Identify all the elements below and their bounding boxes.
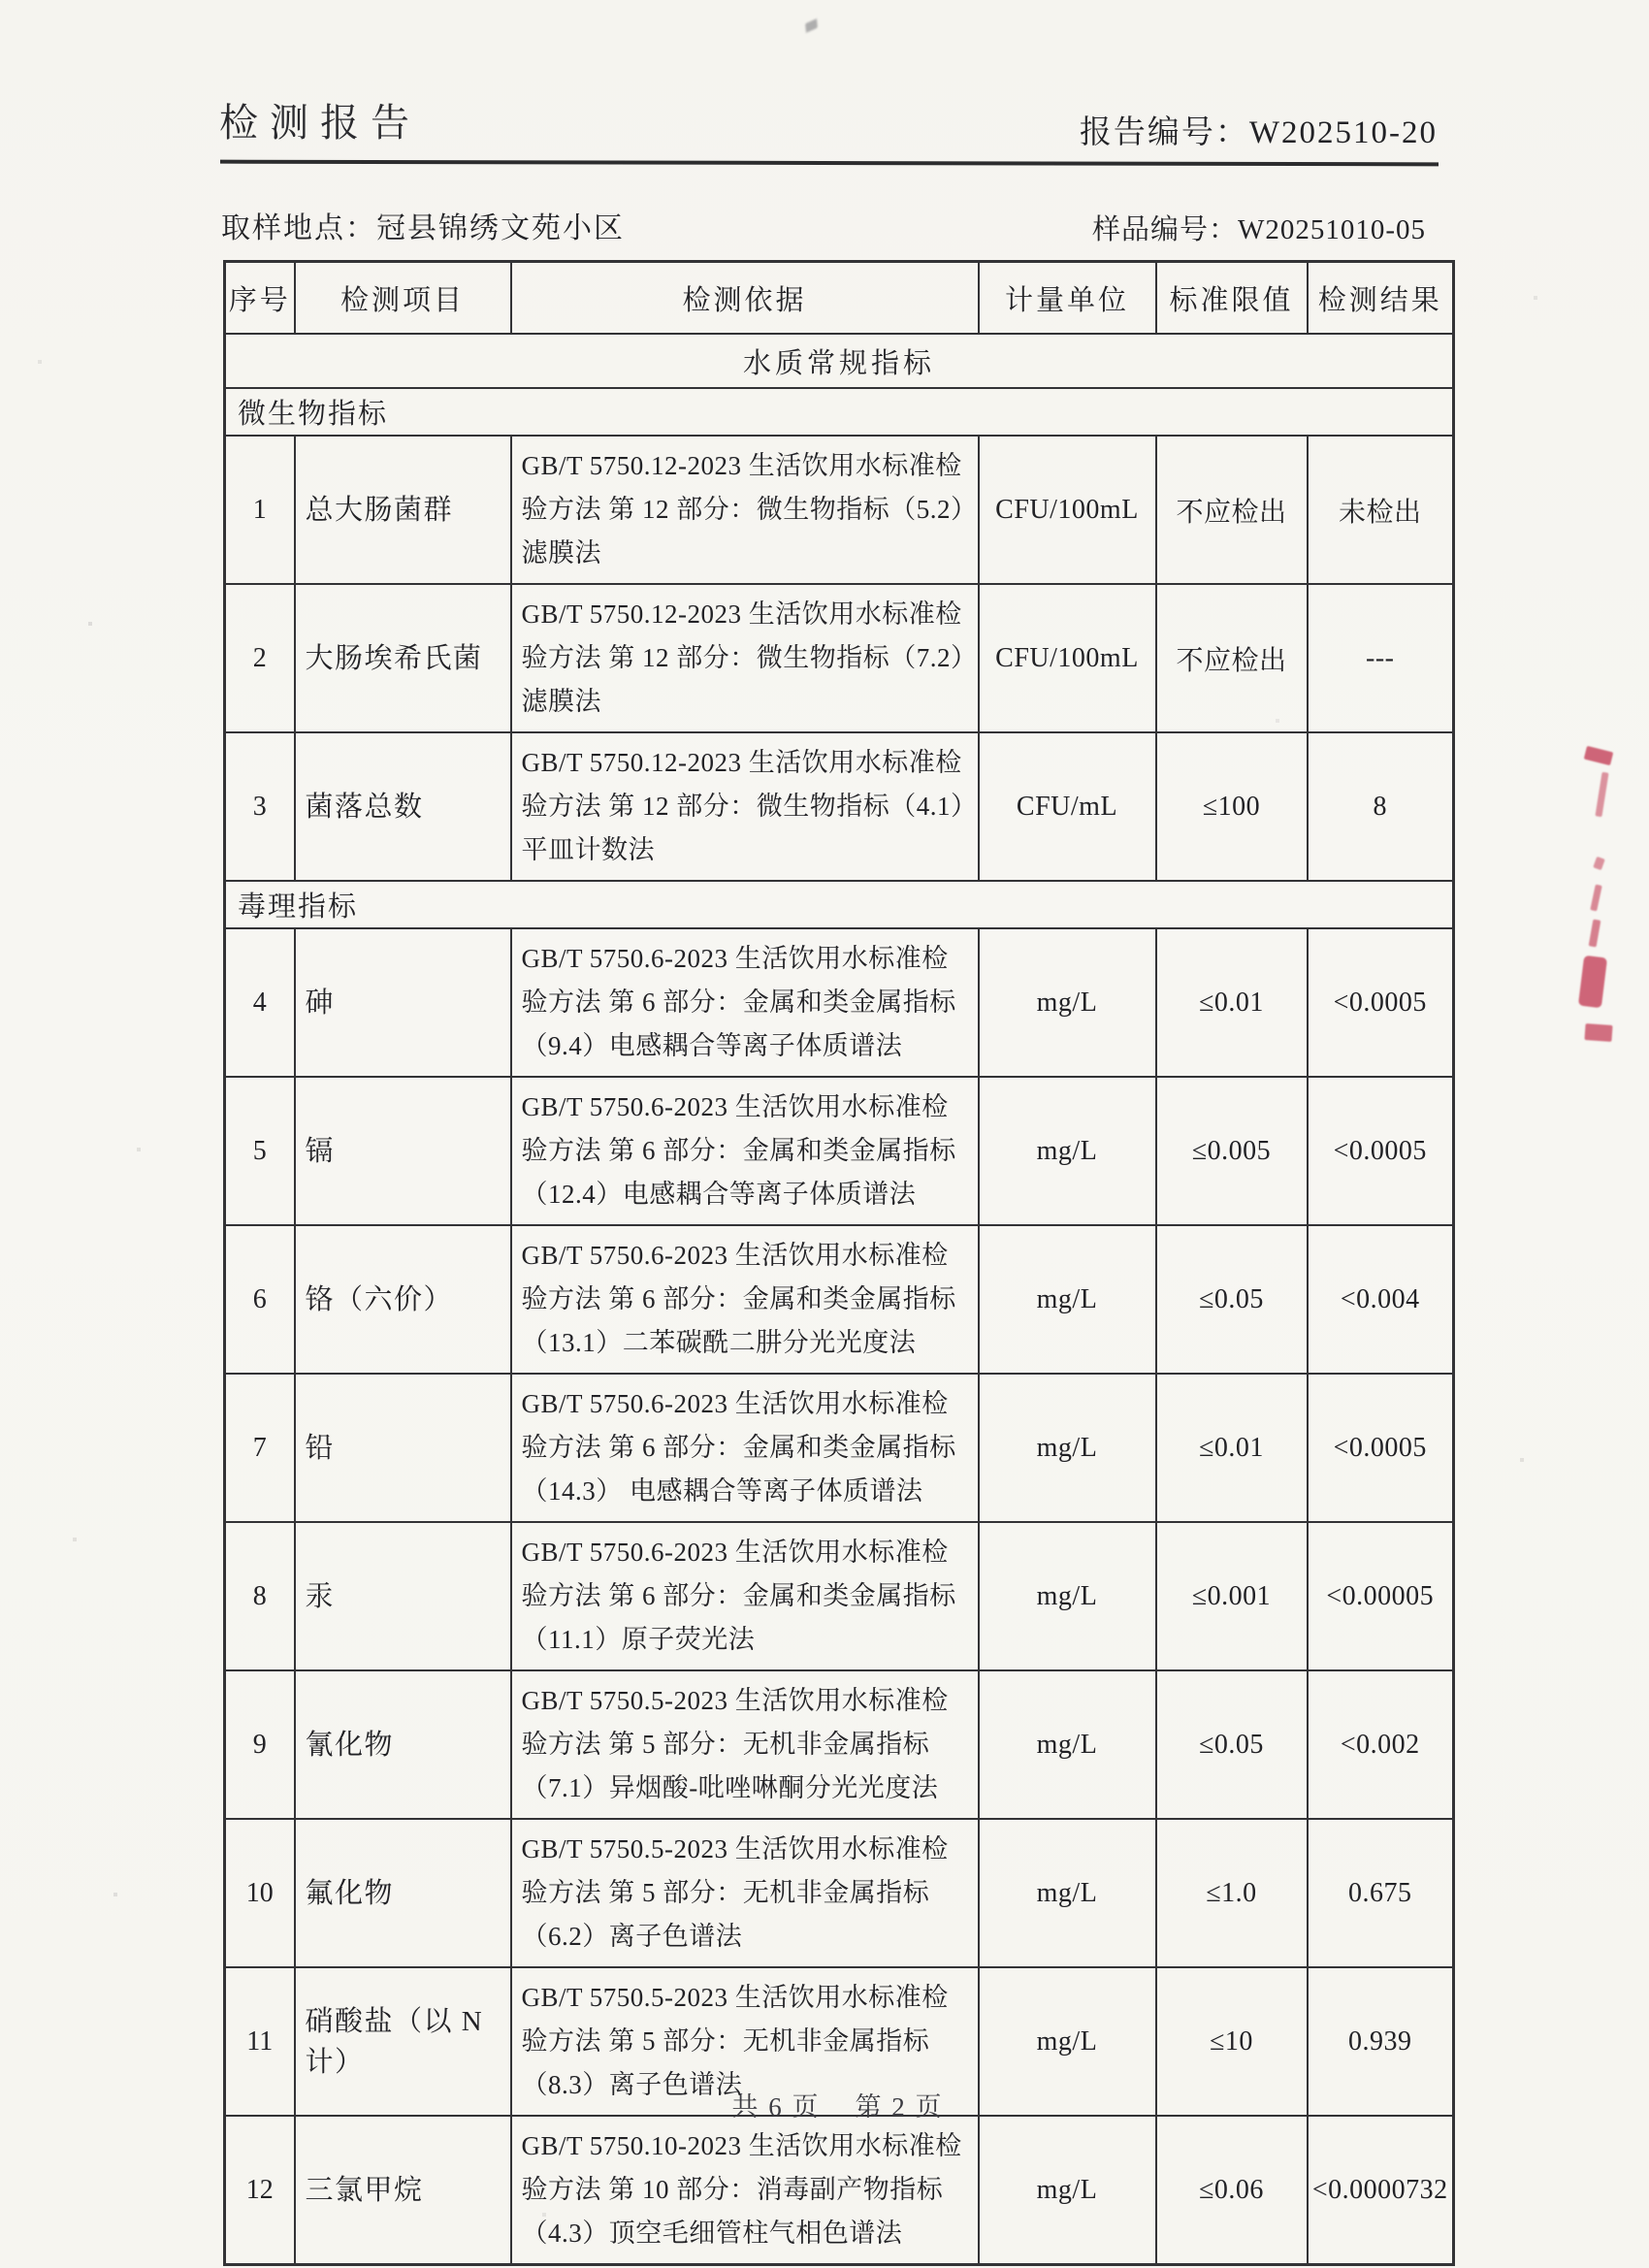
result-cell: 未检出 — [1308, 436, 1454, 584]
unit-cell: mg/L — [979, 928, 1156, 1077]
unit-cell: CFU/100mL — [979, 584, 1156, 732]
stamp-mark — [1584, 1023, 1612, 1042]
unit-cell: CFU/100mL — [979, 436, 1156, 584]
limit-cell: ≤100 — [1156, 732, 1308, 881]
table-row — [225, 1077, 1454, 1225]
limit-cell: ≤1.0 — [1156, 1819, 1308, 1967]
result-cell: 8 — [1308, 732, 1454, 881]
item-cell: 铅 — [295, 1374, 511, 1522]
sample-number — [1092, 208, 1426, 247]
table-row — [225, 1225, 1454, 1374]
limit-cell: ≤0.01 — [1156, 928, 1308, 1077]
table-row — [225, 2116, 1454, 2265]
report-number — [1080, 107, 1438, 152]
page-total: 共 6 页 — [731, 2092, 821, 2122]
row-number-cell: 12 — [225, 2116, 295, 2265]
basis-cell: GB/T 5750.12-2023 生活饮用水标准检验方法 第 12 部分：微生物指标（7.2）滤膜法 — [511, 584, 979, 732]
sample-number-label: 样品编号： — [1092, 214, 1239, 245]
limit-cell: ≤0.01 — [1156, 1374, 1308, 1522]
row-number-cell: 2 — [225, 584, 295, 732]
unit-cell: mg/L — [979, 1077, 1156, 1225]
basis-cell: GB/T 5750.12-2023 生活饮用水标准检验方法 第 12 部分：微生物指标（4.1）平皿计数法 — [511, 732, 979, 881]
result-cell: --- — [1308, 584, 1454, 732]
page-title: 检测报告 — [219, 101, 421, 145]
row-number-cell: 10 — [225, 1819, 295, 1967]
unit-cell: mg/L — [979, 1522, 1156, 1670]
item-cell: 大肠埃希氏菌 — [295, 584, 511, 732]
table-row — [225, 1670, 1454, 1819]
unit-cell: mg/L — [979, 1225, 1156, 1374]
item-cell: 菌落总数 — [295, 732, 511, 881]
result-cell: <0.004 — [1308, 1225, 1454, 1374]
scan-speck — [805, 18, 818, 33]
row-number-cell: 5 — [225, 1077, 295, 1225]
page-current: 第 2 页 — [855, 2092, 944, 2122]
basis-cell: GB/T 5750.12-2023 生活饮用水标准检验方法 第 12 部分：微生物指标（5.2）滤膜法 — [511, 436, 979, 584]
stamp-mark — [1578, 956, 1607, 1009]
section-row-toxicology — [225, 881, 1454, 928]
limit-cell: ≤0.06 — [1156, 2116, 1308, 2265]
col-header-item: 检测项目 — [295, 262, 511, 335]
group-title: 水质常规指标 — [225, 334, 1454, 388]
group-title-row — [225, 334, 1454, 388]
unit-cell: mg/L — [979, 1819, 1156, 1967]
report-number-label: 报告编号： — [1079, 115, 1249, 150]
section-row-microbiology — [225, 388, 1454, 436]
result-cell: <0.0005 — [1308, 1077, 1454, 1225]
limit-cell: 不应检出 — [1156, 436, 1308, 584]
basis-cell: GB/T 5750.5-2023 生活饮用水标准检验方法 第 5 部分：无机非金属指标（6.2）离子色谱法 — [511, 1819, 979, 1967]
row-number-cell: 1 — [225, 436, 295, 584]
item-cell: 镉 — [295, 1077, 511, 1225]
unit-cell: mg/L — [979, 1374, 1156, 1522]
result-cell: <0.0000732 — [1308, 2116, 1454, 2265]
section-title: 微生物指标 — [225, 388, 1454, 436]
header-divider — [220, 160, 1439, 167]
result-cell: <0.002 — [1308, 1670, 1454, 1819]
table-header-row — [225, 262, 1454, 335]
item-cell: 砷 — [295, 928, 511, 1077]
row-number-cell: 3 — [225, 732, 295, 881]
limit-cell: ≤0.05 — [1156, 1225, 1308, 1374]
stamp-mark — [1584, 746, 1614, 765]
sampling-location-value: 冠县锦绣文苑小区 — [376, 212, 625, 244]
section-title: 毒理指标 — [225, 881, 1454, 928]
basis-cell: GB/T 5750.10-2023 生活饮用水标准检验方法 第 10 部分：消毒副产物指标（4.3）顶空毛细管柱气相色谱法 — [511, 2116, 979, 2265]
limit-cell: ≤0.05 — [1156, 1670, 1308, 1819]
basis-cell: GB/T 5750.6-2023 生活饮用水标准检验方法 第 6 部分：金属和类金属指标（13.1）二苯碳酰二肼分光光度法 — [511, 1225, 979, 1374]
item-cell: 铬（六价） — [295, 1225, 511, 1374]
row-number-cell: 8 — [225, 1522, 295, 1670]
unit-cell: mg/L — [979, 1670, 1156, 1819]
sample-number-value: W20251010-05 — [1238, 214, 1427, 245]
item-cell: 氰化物 — [295, 1670, 511, 1819]
row-number-cell: 9 — [225, 1670, 295, 1819]
col-header-basis: 检测依据 — [511, 262, 979, 335]
result-cell: <0.0005 — [1308, 928, 1454, 1077]
report-number-value: W202510-20 — [1248, 115, 1438, 150]
row-number-cell: 4 — [225, 928, 295, 1077]
item-cell: 三氯甲烷 — [295, 2116, 511, 2265]
basis-cell: GB/T 5750.5-2023 生活饮用水标准检验方法 第 5 部分：无机非金属指标（8.3）离子色谱法 — [511, 1967, 979, 2116]
sampling-location — [221, 204, 625, 246]
result-cell: <0.0005 — [1308, 1374, 1454, 1522]
stamp-mark — [1589, 920, 1601, 948]
basis-cell: GB/T 5750.6-2023 生活饮用水标准检验方法 第 6 部分：金属和类金属指标（12.4）电感耦合等离子体质谱法 — [511, 1077, 979, 1225]
col-header-result: 检测结果 — [1308, 262, 1454, 335]
page-indicator — [223, 2086, 1452, 2123]
basis-cell: GB/T 5750.6-2023 生活饮用水标准检验方法 第 6 部分：金属和类金属指标（9.4）电感耦合等离子体质谱法 — [511, 928, 979, 1077]
table-row — [225, 1819, 1454, 1967]
col-header-limit: 标准限值 — [1156, 262, 1308, 335]
table-row — [225, 732, 1454, 881]
table-row — [225, 1522, 1454, 1670]
basis-cell: GB/T 5750.6-2023 生活饮用水标准检验方法 第 6 部分：金属和类金属指标（11.1）原子荧光法 — [511, 1522, 979, 1670]
row-number-cell: 6 — [225, 1225, 295, 1374]
limit-cell: ≤0.001 — [1156, 1522, 1308, 1670]
row-number-cell: 7 — [225, 1374, 295, 1522]
basis-cell: GB/T 5750.6-2023 生活饮用水标准检验方法 第 6 部分：金属和类金属指标（14.3） 电感耦合等离子体质谱法 — [511, 1374, 979, 1522]
table-row — [225, 584, 1454, 732]
results-table — [223, 260, 1455, 2266]
item-cell: 硝酸盐（以 N 计） — [295, 1967, 511, 2116]
col-header-unit: 计量单位 — [979, 262, 1156, 335]
unit-cell: mg/L — [979, 1967, 1156, 2116]
stamp-mark — [1595, 772, 1608, 818]
unit-cell: CFU/mL — [979, 732, 1156, 881]
basis-cell: GB/T 5750.5-2023 生活饮用水标准检验方法 第 5 部分：无机非金属指标（7.1）异烟酸-吡唑啉酮分光光度法 — [511, 1670, 979, 1819]
table-row — [225, 1374, 1454, 1522]
result-cell: 0.939 — [1308, 1967, 1454, 2116]
limit-cell: ≤10 — [1156, 1967, 1308, 2116]
result-cell: 0.675 — [1308, 1819, 1454, 1967]
item-cell: 氟化物 — [295, 1819, 511, 1967]
row-number-cell: 11 — [225, 1967, 295, 2116]
sampling-location-label: 取样地点： — [221, 212, 376, 244]
unit-cell: mg/L — [979, 2116, 1156, 2265]
table-row — [225, 928, 1454, 1077]
scan-noise — [0, 0, 2, 2]
table-row — [225, 436, 1454, 584]
stamp-mark — [1590, 885, 1601, 912]
item-cell: 汞 — [295, 1522, 511, 1670]
col-header-no: 序号 — [225, 262, 295, 335]
limit-cell: 不应检出 — [1156, 584, 1308, 732]
result-cell: <0.00005 — [1308, 1522, 1454, 1670]
stamp-mark — [1593, 857, 1605, 870]
limit-cell: ≤0.005 — [1156, 1077, 1308, 1225]
item-cell: 总大肠菌群 — [295, 436, 511, 584]
